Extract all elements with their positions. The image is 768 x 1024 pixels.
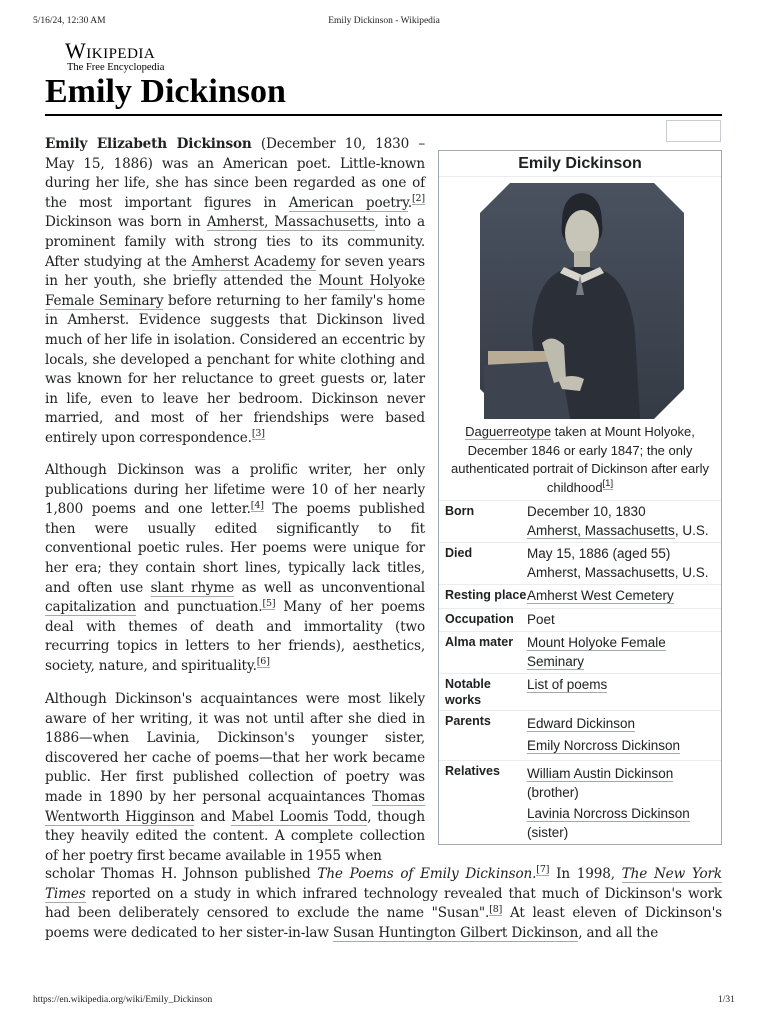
link-lavinia-norcross-dickinson[interactable]: Lavinia Norcross Dickinson xyxy=(527,806,690,821)
text: At least eleven of Dickinson's poems were dedicated to her sister-in-law xyxy=(45,905,722,941)
link-william-austin-dickinson[interactable]: William Austin Dickinson xyxy=(527,766,674,781)
citation-7[interactable]: [7] xyxy=(536,864,550,876)
label-notable-works: Notable works xyxy=(445,677,491,707)
link-mount-holyoke[interactable]: Mount Holyoke Female Seminary xyxy=(45,273,425,309)
infobox-row-notable-works xyxy=(439,674,721,711)
link-higginson[interactable]: Thomas Wentworth Higginson xyxy=(45,788,425,825)
paragraph-posthumous xyxy=(45,690,425,866)
paragraph-intro xyxy=(45,135,425,449)
link-susan-gilbert-dickinson[interactable]: Susan Huntington Gilbert Dickinson xyxy=(333,924,579,941)
text: and xyxy=(194,808,232,825)
text: Although Dickinson was a prolific writer, her only publications during her lifetime were 10 of her nearly 1,800 poems and one letter. xyxy=(45,462,425,518)
link-american-poetry[interactable]: American poetry xyxy=(288,194,408,211)
text: , though they heavily edited the content. A complete collection of her poetry first became available in 1955 when xyxy=(45,808,426,864)
occupation-value: Poet xyxy=(527,611,555,627)
born-date: December 10, 1830 xyxy=(527,504,646,519)
portrait-photo[interactable] xyxy=(480,183,684,419)
text: , and all the xyxy=(578,924,659,941)
link-emily-norcross-dickinson[interactable]: Emily Norcross Dickinson xyxy=(527,737,681,753)
title-divider xyxy=(45,114,722,116)
paragraph-posthumous-continued xyxy=(45,865,722,943)
text: reported on a study in which infrared technology revealed that much of Dickinson's work had been deliberately censored to exclude the name "Susan". xyxy=(45,885,722,922)
born-place-suffix: , U.S. xyxy=(674,522,709,538)
link-daguerreotype[interactable]: Daguerreotype xyxy=(465,424,552,439)
italic-book-title: The Poems of Emily Dickinson xyxy=(317,866,533,882)
logo-wordmark: Wikipedia xyxy=(65,38,156,63)
text: before returning to her family's home in Amherst. Evidence suggests that Dickinson lived much of her life in isolation. Considered an eccentric by locals, she developed a penchant for white clothing and was known for her reluctance to greet guests or, later in life, even to leave her bedroom. Dickinson never married, and most of her friendships were based entirely upon correspondence. xyxy=(45,292,426,446)
citation-8[interactable]: [8] xyxy=(489,903,503,915)
infobox-image-container xyxy=(439,177,721,423)
link-slant-rhyme[interactable]: slant rhyme xyxy=(150,579,235,596)
label-alma-mater: Alma mater xyxy=(445,635,514,649)
link-amherst-west-cemetery[interactable]: Amherst West Cemetery xyxy=(527,588,674,603)
citation-4[interactable]: [4] xyxy=(250,499,264,511)
page-number: 1/31 xyxy=(718,995,735,1005)
label-parents: Parents xyxy=(445,714,491,728)
link-amherst-academy[interactable]: Amherst Academy xyxy=(191,253,316,270)
infobox-row-alma-mater xyxy=(439,632,721,674)
died-date: May 15, 1886 (aged 55) xyxy=(527,546,671,561)
link-capitalization[interactable]: capitalization xyxy=(45,599,136,616)
text: as well as unconventional xyxy=(234,579,426,596)
infobox-row-born xyxy=(439,501,721,543)
link-born-place[interactable]: Amherst, Massachusetts xyxy=(527,522,675,538)
label-died: Died xyxy=(445,546,473,560)
text: scholar Thomas H. Johnson published xyxy=(45,866,318,882)
text: (December 10, 1830 – May 15, 1886) was an American poet. Little-known during her life, she has since been regarded as one of the most important figures in xyxy=(45,136,425,211)
text: for seven years in her youth, she briefly attended the xyxy=(45,253,425,290)
page-title: Emily Dickinson xyxy=(45,73,286,110)
caption-text: taken at Mount Holyoke, December 1846 or early 1847; the only authenticated portrait of Dickinson after early childhood xyxy=(451,424,709,495)
infobox-row-parents xyxy=(439,711,721,761)
link-list-of-poems[interactable]: List of poems xyxy=(527,677,608,692)
label-resting-place: Resting place xyxy=(445,588,527,602)
text: and punctuation. xyxy=(135,599,263,616)
print-page-title: Emily Dickinson - Wikipedia xyxy=(328,16,440,26)
citation-2[interactable]: [2] xyxy=(411,193,425,205)
link-edward-dickinson[interactable]: Edward Dickinson xyxy=(527,716,636,731)
link-new-york-times[interactable]: The New York Times xyxy=(45,866,722,902)
paragraph-publications xyxy=(45,461,425,677)
citation-5[interactable]: [5] xyxy=(262,597,276,609)
text: , into a prominent family with strong ties to its community. After studying at the xyxy=(45,214,425,270)
print-header xyxy=(0,16,768,30)
infobox-row-relatives xyxy=(439,761,721,844)
empty-placeholder-box xyxy=(666,120,721,142)
label-relatives: Relatives xyxy=(445,764,500,778)
logo-tagline: The Free Encyclopedia xyxy=(67,62,165,73)
text: . xyxy=(532,866,537,882)
infobox-row-died xyxy=(439,543,721,585)
infobox-caption xyxy=(439,423,721,501)
text: Although Dickinson's acquaintances were most likely aware of her writing, it was not until after she died in 1886—when Lavinia, Dickinson's younger sister, discovered her cache of poems—that her work became public. Her first published collection of poetry was made in 1890 by her personal acquaintances xyxy=(45,691,425,805)
lead-name: Emily Elizabeth Dickinson xyxy=(45,136,252,152)
print-url: https://en.wikipedia.org/wiki/Emily_Dickinson xyxy=(33,995,213,1005)
relation-sister: (sister) xyxy=(527,824,569,840)
text: In 1998, xyxy=(549,866,622,882)
label-born: Born xyxy=(445,504,475,518)
infobox-title: Emily Dickinson xyxy=(439,151,721,177)
died-place: Amherst, Massachusetts, U.S. xyxy=(527,564,709,580)
text: . xyxy=(407,194,412,211)
citation-6[interactable]: [6] xyxy=(256,656,270,668)
infobox xyxy=(438,150,722,845)
print-datetime: 5/16/24, 12:30 AM xyxy=(33,16,106,26)
text: Many of her poems deal with themes of death and immortality (two recurring topics in letters to her friends), aesthetics, society, nature, and spirituality. xyxy=(45,599,426,674)
infobox-row-occupation xyxy=(439,609,721,633)
infobox-row-resting-place xyxy=(439,585,721,609)
relation-brother: (brother) xyxy=(527,784,579,800)
link-mabel-loomis-todd[interactable]: Mabel Loomis Todd xyxy=(231,808,368,825)
link-alma-mater[interactable]: Mount Holyoke Female Seminary xyxy=(527,635,666,669)
citation-1[interactable]: [1] xyxy=(602,478,614,490)
text: Dickinson was born in xyxy=(45,214,207,231)
link-amherst-massachusetts[interactable]: Amherst, Massachusetts xyxy=(206,214,375,231)
wikipedia-logo[interactable] xyxy=(65,40,164,74)
citation-3[interactable]: [3] xyxy=(251,428,265,440)
text: The poems published then were usually edited significantly to fit conventional poetic rules. Her poems were unique for her era; they contain short lines, typically lack titles, and often use xyxy=(45,501,425,596)
label-occupation: Occupation xyxy=(445,611,514,626)
